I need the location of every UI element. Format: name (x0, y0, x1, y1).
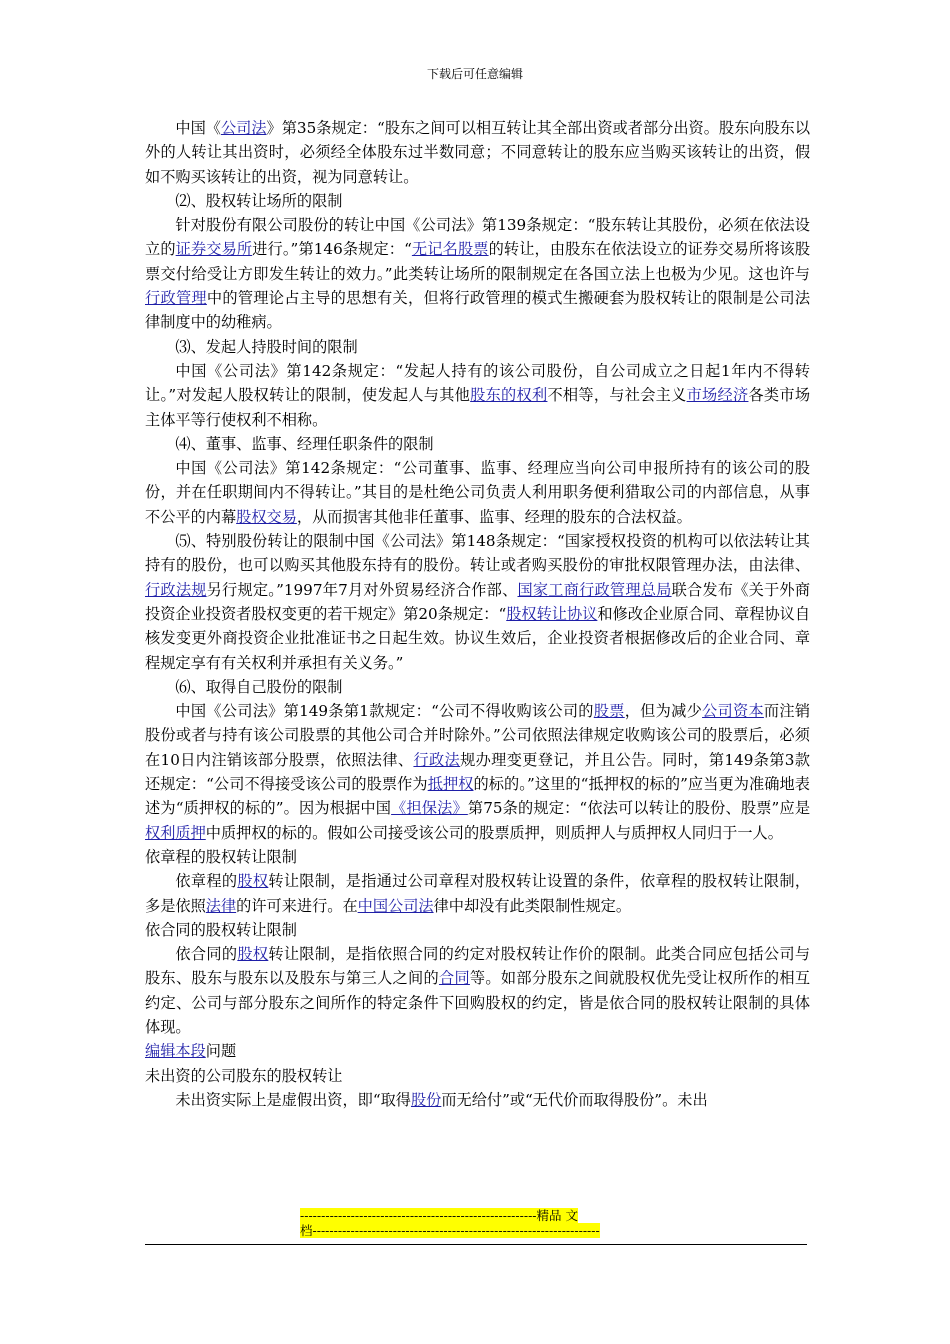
text-run: 问题 (205, 1042, 237, 1061)
text-run: 未出资实际上是虚假出资，即“取得 (175, 1090, 411, 1109)
text-run: 的标的。”这里的“抵押权的标的”应当更为准确地表述为“质押权的标的”。因为根据中国 (145, 775, 810, 818)
page-footer (300, 1208, 655, 1238)
paragraph (145, 432, 810, 456)
paragraph (145, 213, 810, 334)
paragraph (145, 1088, 810, 1112)
text-run: ⑸、特别股份转让的限制中国《公司法》第148条规定：“国家授权投资的机构可以依法转让其持有的股份，也可以购买其他股东持有的股份。转让或者购买股份的审批权限管理办法，由法律、 (145, 532, 810, 575)
text-run: 律中却没有此类限制性规定。 (433, 896, 631, 915)
paragraph (145, 918, 810, 942)
inline-link[interactable]: 证券交易所 (175, 240, 253, 259)
text-run: 转让限制，是指通过公司章程对股权转让设置的条件，依章程的股权转让限制，多是依照 (145, 872, 811, 915)
paragraph (145, 529, 810, 675)
inline-link[interactable]: 法律 (205, 896, 237, 915)
text-run: 中的管理论占主导的思想有关，但将行政管理的模式生搬硬套为股权转让的限制是公司法律制度中的幼稚病。 (145, 289, 811, 332)
inline-link[interactable]: 股份 (410, 1090, 442, 1109)
document-body (145, 116, 810, 1112)
footer-line-2: 档-------------------------------------------------------------------- (300, 1223, 600, 1238)
text-run: 针对股份有限公司股份的转让中国《公司法》第139条规定：“股东转让其股份，必须在依法设立的 (145, 216, 810, 259)
inline-link[interactable]: 股权交易 (236, 507, 297, 526)
paragraph (145, 335, 810, 359)
paragraph (145, 869, 810, 918)
footer-divider (145, 1244, 807, 1245)
text-run: ⑷、董事、监事、经理任职条件的限制 (175, 434, 434, 453)
text-run: 依合同的 (175, 945, 238, 964)
inline-link[interactable]: 行政法 (413, 750, 461, 769)
text-run: ，但为减少 (624, 702, 703, 721)
text-run: 未出资的公司股东的股权转让 (145, 1066, 343, 1085)
paragraph (145, 189, 810, 213)
page-header: 下载后可任意编辑 (426, 67, 523, 81)
text-run: 而无给付”或“无代价而取得股份”。未出 (441, 1090, 708, 1109)
inline-link[interactable]: 编辑本段 (145, 1042, 206, 1061)
inline-link[interactable]: 公司资本 (702, 702, 764, 721)
text-run: 的转让，由股东在依法设立的证券交易所将该股票交付给受让方即发生转让的效力。”此类转让场所的限制规定在各国立法上也极为少见。这也许与 (145, 240, 811, 283)
inline-link[interactable]: 股东的权利 (470, 386, 548, 405)
text-run: 各类市场主体平等行使权利不相称。 (145, 386, 811, 429)
paragraph (145, 699, 810, 845)
inline-link[interactable]: 公司法 (220, 119, 267, 137)
text-run: 不相等，与社会主义 (547, 386, 687, 405)
text-run: 中国《 (175, 119, 221, 137)
inline-link[interactable]: 合同 (438, 969, 470, 988)
inline-link[interactable]: 中国公司法 (357, 896, 434, 915)
text-run: 依合同的股权转让限制 (145, 920, 297, 939)
text-run: ⑶、发起人持股时间的限制 (175, 337, 358, 356)
inline-link[interactable]: 行政法规 (145, 580, 207, 599)
text-run: 进行。”第146条规定：“ (252, 240, 412, 259)
inline-link[interactable]: 无记名股票 (411, 240, 489, 259)
text-run: 的许可来进行。在 (236, 896, 358, 915)
text-run: 而注销股份或者与持有该公司股票的其他公司合并时除外。”公司依照法律规定收购该公司的股票后，必须在10日内注销该部分股票，依照法律、 (145, 702, 811, 769)
paragraph (145, 116, 810, 189)
paragraph (145, 1064, 810, 1088)
paragraph (145, 675, 810, 699)
paragraph (145, 456, 810, 529)
text-run: 中国《公司法》第142条规定：“公司董事、监事、经理应当向公司申报所持有的该公司的股份，并在任职期间内不得转让。”其目的是杜绝公司负责人利用职务便利猎取公司的内部信息，从事不公平的内幕 (145, 459, 810, 526)
text-run: 另行规定。”1997年7月对外贸易经济合作部、 (206, 580, 518, 599)
text-run: 依章程的 (175, 872, 238, 891)
text-run: 规办理变更登记，并且公告。同时，第149条第3款还规定：“公司不得接受该公司的股票作为 (145, 750, 811, 794)
paragraph (145, 942, 810, 1039)
paragraph (145, 359, 810, 432)
inline-link[interactable]: 股权 (237, 945, 269, 964)
text-run: 》第35条规定：“股东之间可以相互转让其全部出资或者部分出资。股东向股东以外的人转让其出资时，必须经全体股东过半数同意；不同意转让的股东应当购买该转让的出资，假如不购买该转让的出资，视为同意转让。 (145, 119, 811, 186)
inline-link[interactable]: 抵押权 (427, 775, 474, 794)
text-run: 转让限制，是指依照合同的约定对股权转让作价的限制。此类合同应包括公司与股东、股东与股东以及股东与第三人之间的 (145, 945, 811, 988)
inline-link[interactable]: 国家工商行政管理总局 (517, 580, 672, 599)
text-run: 和修改企业原合同、章程协议自核发变更外商投资企业批准证书之日起生效。协议生效后，企业投资者根据修改后的企业合同、章程规定享有有关权利并承担有关义务。” (145, 604, 811, 672)
inline-link[interactable]: 股权 (237, 872, 269, 891)
inline-link[interactable]: 市场经济 (686, 386, 749, 405)
text-run: 依章程的股权转让限制 (145, 847, 297, 866)
text-run: 第75条的规定：“依法可以转让的股份、股票”应是 (467, 799, 811, 818)
text-run: 联合发布《关于外商投资企业投资者股权变更的若干规定》第20条规定：“ (145, 580, 811, 623)
inline-link[interactable]: 行政管理 (145, 289, 207, 308)
inline-link[interactable]: 股权转让协议 (506, 604, 598, 623)
paragraph (145, 1039, 810, 1063)
text-run: 中质押权的标的。假如公司接受该公司的股票质押，则质押人与质押权人同归于一人。 (205, 823, 783, 842)
text-run: ，从而损害其他非任董事、监事、经理的股东的合法权益。 (296, 507, 692, 526)
text-run: ⑹、取得自己股份的限制 (175, 677, 343, 696)
footer-line-1: --------------------------------------------------------精品 文 (300, 1208, 578, 1223)
paragraph (145, 845, 810, 869)
inline-link[interactable]: 股票 (593, 702, 625, 721)
text-run: 中国《公司法》第149条第1款规定：“公司不得收购该公司的 (175, 702, 594, 721)
inline-link[interactable]: 《担保法》 (391, 799, 468, 818)
text-run: ⑵、股权转让场所的限制 (175, 191, 343, 210)
text-run: 中国《公司法》第142条规定：“发起人持有的该公司股份，自公司成立之日起1年内不得转让。”对发起人股权转让的限制，使发起人与其他 (145, 361, 810, 405)
inline-link[interactable]: 权利质押 (145, 823, 206, 842)
text-run: 等。如部分股东之间就股权优先受让权所作的相互约定、公司与部分股东之间所作的特定条件下回购股权的约定，皆是依合同的股权转让限制的具体体现。 (145, 969, 811, 1036)
